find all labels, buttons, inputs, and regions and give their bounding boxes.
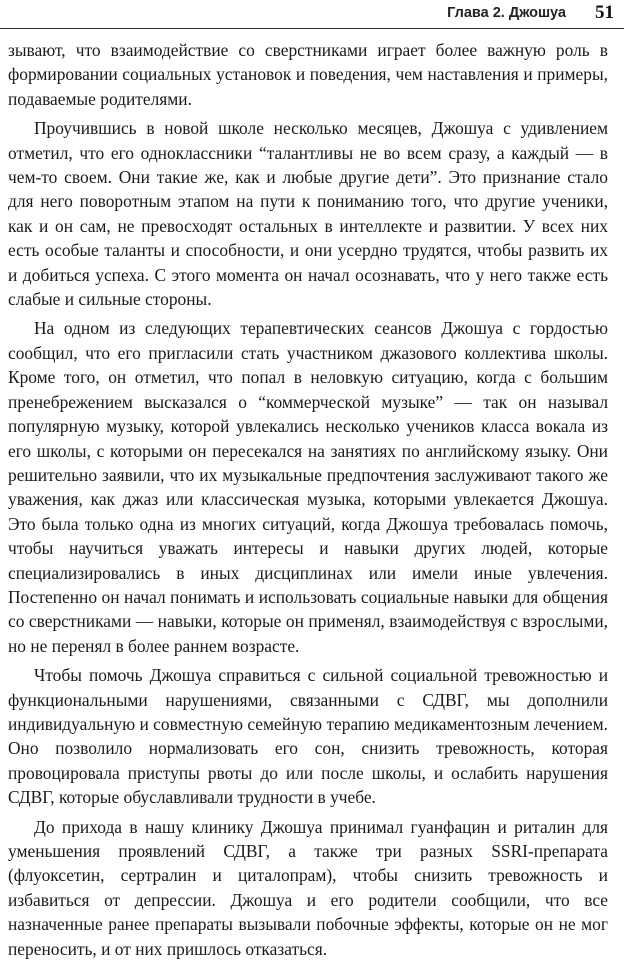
body-text <box>8 38 608 966</box>
paragraph-continued: зывают, что взаимодействие со сверстниками играет более важную роль в формировании социальных установок и поведения, чем наставления и примеры, подаваемые родителями. <box>8 40 608 109</box>
paragraph: Чтобы помочь Джошуа справиться с сильной социальной тревожностью и функциональными нарушениями, связанными с СДВГ, мы дополнили индивидуальную и совместную семейную терапию медикаментозным лечением. Оно позволило нормализовать его сон, снизить тревожность, которая провоцировала приступы рвоты до или после школы, и ослабить нарушения СДВГ, которые обуславливали трудности в учебе. <box>8 665 608 808</box>
page-number: 51 <box>595 2 614 23</box>
paragraph: До прихода в нашу клинику Джошуа принимал гуанфацин и риталин для уменьшения проявлений СДВГ, а также три разных SSRI-препарата (флуоксетин, сертралин и циталопрам), чтобы снизить тревожность и избавиться от депрессии. Джошуа и его родители сообщили, что все назначенные ранее препараты вызывали побочные эффекты, которые он не мог переносить, и от них пришлось отказаться. <box>8 816 608 959</box>
chapter-title: Глава 2. Джошуа <box>447 5 566 21</box>
paragraph: На одном из следующих терапевтических сеансов Джошуа с гордостью сообщил, что его пригласили стать участником джазового коллектива школы. Кроме того, он отметил, что попал в неловкую ситуацию, когда с большим пренебрежением высказался о “коммерческой музыке” — так он называл популярную музыку, которой увлекались несколько учеников класса вокала из его школы, с которыми он пересекался на занятиях по английскому языку. Они решительно заявили, что их музыкальные предпочтения заслуживают такого же уважения, как джаз или классическая музыка, которыми увлекается Джошуа. Это была только одна из многих ситуаций, когда Джошуа требовалась помочь, чтобы научиться уважать интересы и навыки других людей, которые специализировались в иных дисциплинах или имели иные увлечения. Постепенно он начал понимать и использовать социальные навыки для общения со сверстниками — навыки, которые он применял, взаимодействуя с взрослыми, но не перенял в более раннем возрасте. <box>8 318 608 656</box>
paragraph: Проучившись в новой школе несколько месяцев, Джошуа с удивлением отметил, что его одноклассники “талантливы не во всем сразу, а каждый — в чем-то своем. Они такие же, как и любые другие дети”. Это признание стало для него поворотным этапом на пути к пониманию того, что другие ученики, как и он сам, не превосходят остальных в интеллекте и развитии. У всех них есть особые таланты и способности, и они усердно трудятся, чтобы развить их и добиться успеха. С этого момента он начал осознавать, что у него также есть слабые и сильные стороны. <box>8 118 608 310</box>
running-header <box>0 0 624 29</box>
